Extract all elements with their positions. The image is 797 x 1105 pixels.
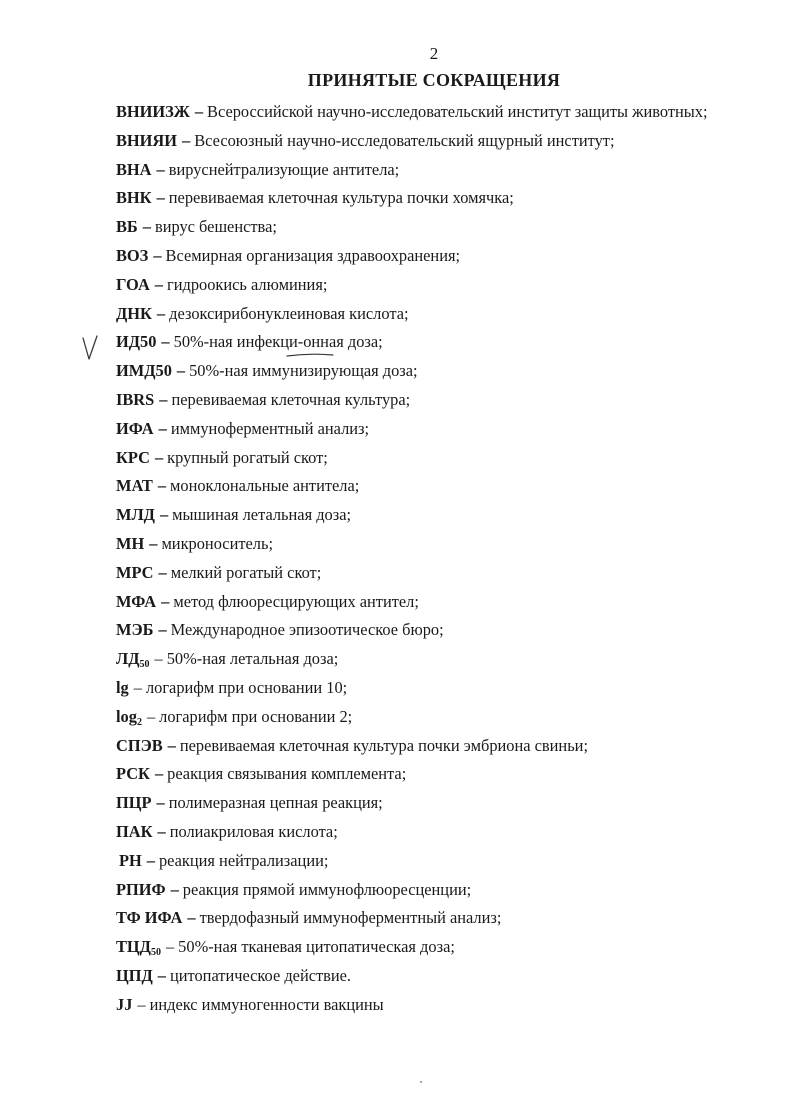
separator-dash: – [158, 562, 167, 582]
abbreviation-row [116, 588, 786, 617]
abbreviation-term [116, 476, 153, 495]
separator-dash: – [157, 476, 167, 496]
separator-dash: – [137, 994, 146, 1014]
abbreviation-term [116, 188, 152, 207]
separator-dash: – [156, 159, 165, 179]
abbreviation-term-text: РН [119, 850, 142, 870]
abbreviation-term-text: МРС [116, 562, 154, 582]
abbreviation-definition: моноклональные антитела; [170, 476, 360, 496]
abbreviation-term-text: ТФ ИФА [116, 908, 183, 928]
abbreviation-definition: реакция прямой иммунофлюоресценции; [182, 879, 472, 899]
abbreviation-term-text: ТЦД [116, 937, 151, 957]
abbreviation-definition: логарифм при основании 10; [145, 677, 348, 697]
abbreviation-term-text: lg [116, 677, 129, 697]
separator-dash: – [154, 764, 164, 784]
abbreviation-definition: реакция связывания комплемента; [167, 764, 407, 784]
abbreviation-definition: логарифм при основании 2; [159, 706, 353, 726]
abbreviation-row [116, 530, 786, 559]
abbreviation-row [116, 904, 786, 933]
abbreviation-definition: 50%-ная инфекци-онная доза; [173, 332, 383, 352]
abbreviation-subscript: 50 [139, 659, 150, 671]
abbreviation-row [116, 184, 786, 213]
abbreviation-term [116, 448, 150, 467]
abbreviation-row [116, 559, 786, 588]
abbreviation-row [116, 98, 786, 127]
abbreviation-definition: 50%-ная летальная доза; [166, 649, 339, 669]
abbreviation-row [116, 933, 786, 962]
separator-dash: – [156, 303, 166, 323]
abbreviation-definition: иммуноферментный анализ; [170, 418, 370, 438]
separator-dash: – [149, 533, 158, 553]
abbreviation-term [116, 505, 155, 524]
abbreviation-term-text: JJ [116, 994, 133, 1014]
abbreviation-term-text: ГОА [116, 274, 150, 294]
separator-dash: – [161, 332, 170, 352]
abbreviation-row [116, 415, 786, 444]
separator-dash: – [159, 389, 168, 409]
abbreviation-row [116, 789, 786, 818]
abbreviation-definition: вируснейтрализующие антитела; [168, 159, 400, 179]
separator-dash: – [158, 418, 167, 438]
abbreviation-definition: мелкий рогатый скот; [170, 562, 322, 582]
abbreviation-subscript: 50 [150, 947, 161, 959]
abbreviations-list [116, 98, 786, 1020]
handwritten-checkmark-icon [82, 335, 98, 361]
abbreviation-term-text: ИФА [116, 418, 154, 438]
abbreviation-row [116, 300, 786, 329]
abbreviation-term [116, 419, 154, 438]
abbreviation-term-text: ВОЗ [116, 245, 149, 265]
abbreviation-term [116, 707, 142, 726]
abbreviation-term-text: ПЦР [116, 793, 152, 813]
abbreviation-row [116, 847, 786, 876]
separator-dash: – [146, 850, 155, 870]
abbreviation-definition: полиакриловая кислота; [169, 821, 338, 841]
abbreviation-term-text: МФА [116, 591, 157, 611]
abbreviation-term [116, 880, 166, 899]
abbreviation-term [116, 304, 152, 323]
abbreviation-term [116, 966, 153, 985]
separator-dash: – [176, 361, 186, 381]
separator-dash: – [159, 505, 169, 525]
abbreviation-term [116, 160, 152, 179]
abbreviation-row [116, 876, 786, 905]
abbreviation-definition: 50%-ная тканевая цитопатическая доза; [178, 937, 455, 957]
abbreviation-term-text: МАТ [116, 476, 153, 496]
abbreviation-row [116, 616, 786, 645]
abbreviation-term [116, 793, 152, 812]
abbreviation-row [116, 444, 786, 473]
abbreviation-row [116, 645, 786, 674]
abbreviation-term [116, 332, 156, 351]
separator-dash: – [194, 102, 204, 121]
abbreviation-term [116, 390, 154, 409]
abbreviation-row [116, 962, 786, 991]
abbreviation-term-text: ЛД [116, 649, 140, 669]
abbreviation-term [116, 822, 152, 841]
abbreviation-term [119, 851, 142, 870]
abbreviation-row [116, 386, 786, 415]
abbreviation-row [116, 242, 786, 271]
separator-dash: – [158, 620, 167, 640]
abbreviation-term [116, 908, 182, 927]
separator-dash: – [187, 908, 196, 928]
abbreviation-term-text: log [116, 706, 137, 726]
abbreviation-term [116, 361, 172, 380]
separator-dash: – [154, 649, 163, 669]
abbreviation-subscript: 2 [136, 716, 142, 728]
abbreviation-term-text: РПИФ [116, 879, 166, 899]
abbreviation-row [116, 703, 786, 732]
abbreviation-definition: индекс иммуногенности вакцины [149, 994, 384, 1014]
abbreviation-row [116, 156, 786, 185]
abbreviation-definition: перевиваемая клеточная культура почки эмбриона свиньи; [179, 735, 589, 755]
scan-artifact-dot [420, 1081, 422, 1083]
abbreviation-definition: 50%-ная иммунизирующая доза; [189, 361, 418, 381]
separator-dash: – [167, 735, 176, 755]
abbreviation-definition: мышиная летальная доза; [172, 505, 352, 525]
abbreviation-definition: Всесоюзный научно-исследовательский ящурный институт; [194, 130, 615, 150]
separator-dash: – [156, 188, 165, 208]
abbreviation-term-text: КРС [116, 447, 150, 467]
abbreviation-row [116, 271, 786, 300]
abbreviation-row [116, 357, 786, 386]
abbreviation-row [116, 991, 786, 1020]
abbreviation-definition: реакция нейтрализации; [158, 850, 329, 870]
abbreviation-definition: Международное эпизоотическое бюро; [170, 620, 444, 640]
abbreviation-definition: крупный рогатый скот; [167, 447, 328, 467]
abbreviation-term-text: IBRS [116, 389, 155, 409]
abbreviation-term-text: ВНИИЗЖ [116, 102, 190, 121]
abbreviation-term [116, 736, 163, 755]
abbreviation-term [116, 102, 190, 121]
abbreviation-row [116, 328, 786, 357]
abbreviation-term-text: ВНК [116, 188, 152, 208]
separator-dash: – [154, 274, 163, 294]
abbreviation-definition: полимеразная цепная реакция; [168, 793, 383, 813]
separator-dash: – [182, 130, 191, 150]
separator-dash: – [146, 706, 156, 726]
abbreviation-row [116, 818, 786, 847]
separator-dash: – [161, 591, 170, 611]
abbreviation-term [116, 649, 150, 671]
abbreviation-term [116, 620, 153, 639]
abbreviation-term [116, 246, 148, 265]
abbreviation-definition: вирус бешенства; [154, 217, 277, 237]
abbreviation-term [116, 217, 138, 236]
abbreviation-row [116, 501, 786, 530]
abbreviation-definition: Всемирная организация здравоохранения; [165, 245, 461, 265]
abbreviation-row [116, 472, 786, 501]
abbreviation-definition: Всероссийской научно-исследовательский институт защиты животных; [207, 102, 708, 121]
separator-dash: – [142, 217, 151, 237]
page-title: ПРИНЯТЫЕ СОКРАЩЕНИЯ [307, 70, 561, 90]
abbreviation-definition: микроноситель; [161, 533, 274, 553]
abbreviation-definition: метод флюоресцирующих антител; [173, 591, 419, 611]
abbreviation-term-text: МЛД [116, 505, 155, 525]
abbreviation-term [116, 678, 129, 697]
abbreviation-term [116, 534, 144, 553]
abbreviation-term-text: ВБ [116, 217, 138, 237]
separator-dash: – [157, 821, 166, 841]
abbreviation-term-text: ВНА [116, 159, 152, 179]
abbreviation-term [116, 937, 161, 959]
abbreviation-term [116, 275, 150, 294]
abbreviation-term [116, 592, 156, 611]
separator-dash: – [156, 793, 165, 813]
abbreviation-row [116, 127, 786, 156]
abbreviation-term-text: ИД50 [116, 332, 157, 352]
abbreviation-term-text: РСК [116, 764, 150, 784]
abbreviation-term-text: ПАК [116, 821, 153, 841]
abbreviation-definition: перевиваемая клеточная культура почки хомячка; [168, 188, 514, 208]
abbreviation-term [116, 995, 132, 1014]
separator-dash: – [157, 965, 166, 985]
abbreviation-row [116, 213, 786, 242]
page-number: 2 [429, 44, 439, 63]
abbreviation-definition: твердофазный иммуноферментный анализ; [199, 908, 502, 928]
abbreviation-row [116, 760, 786, 789]
abbreviation-term [116, 563, 154, 582]
abbreviation-term-text: ВНИЯИ [116, 130, 178, 150]
separator-dash: – [154, 447, 164, 467]
abbreviation-term-text: ИМД50 [116, 361, 172, 381]
abbreviation-term [116, 764, 150, 783]
separator-dash: – [170, 879, 179, 899]
abbreviation-term-text: СПЭВ [116, 735, 163, 755]
abbreviation-row [116, 732, 786, 761]
abbreviation-row [116, 674, 786, 703]
abbreviation-term-text: МН [116, 533, 145, 553]
abbreviation-definition: цитопатическое действие. [169, 965, 352, 985]
abbreviation-term-text: МЭБ [116, 620, 154, 640]
separator-dash: – [153, 245, 162, 265]
abbreviation-term-text: ДНК [116, 303, 152, 323]
separator-dash: – [133, 677, 142, 697]
abbreviation-definition: перевиваемая клеточная культура; [171, 389, 411, 409]
abbreviation-term-text: ЦПД [116, 965, 153, 985]
abbreviation-term [116, 131, 177, 150]
abbreviation-definition: дезоксирибонуклеиновая кислота; [169, 303, 409, 323]
abbreviation-definition: гидроокись алюминия; [167, 274, 328, 294]
separator-dash: – [165, 937, 175, 957]
